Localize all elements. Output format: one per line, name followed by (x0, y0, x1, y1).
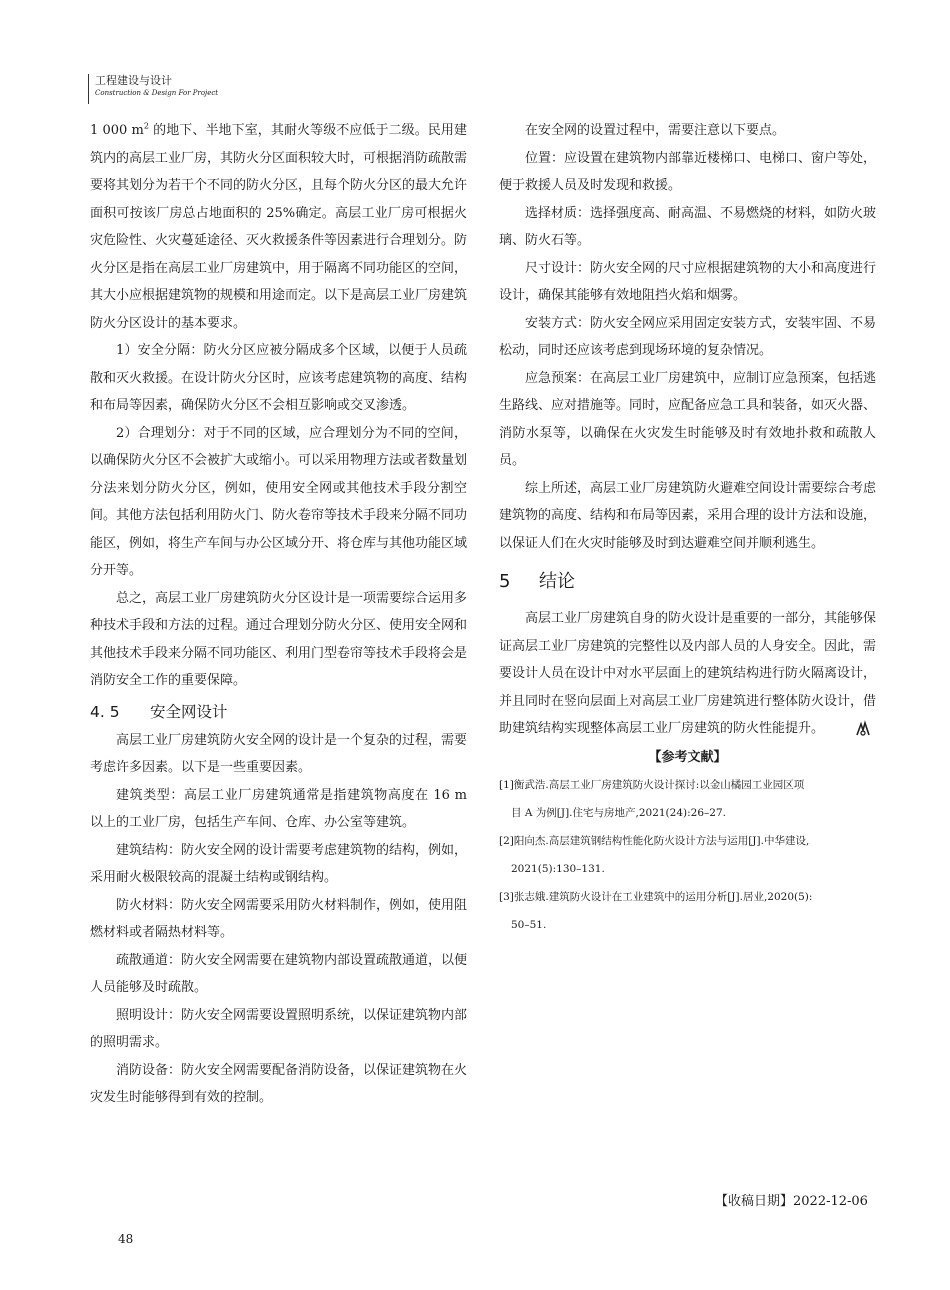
paragraph: 建筑类型：高层工业厂房建筑通常是指建筑物高度在 16 m 以上的工业厂房，包括生产车间、仓库、办公室等建筑。 (90, 787, 467, 830)
paragraph: 2）合理划分：对于不同的区域，应合理划分为不同的空间，以确保防火分区不会被扩大或缩小。可以采用物理方法或者数量划分法来划分防火分区，例如，使用安全网或其他技术手段分割空间。其他方法包括利用防火门、防火卷帘等技术手段来分隔不同功能区，例如，将生产车间与办公区域分开、将仓库与其他功能区域分开等。 (90, 425, 468, 578)
reference-line: 目 A 为例[J].住宅与房地产,2021(24):26–27. (511, 806, 726, 819)
paragraph: 照明设计：防火安全网需要设置照明系统，以保证建筑物内部的照明需求。 (90, 1007, 468, 1050)
reference-line: 2021(5):130–131. (511, 862, 605, 875)
paragraph (90, 117, 467, 337)
section-number: 4. 5 (90, 702, 120, 721)
paragraph: 尺寸设计：防火安全网的尺寸应根据建筑物的大小和高度进行设计，确保其能够有效地阻挡火焰和烟雾。 (499, 260, 877, 303)
paragraph: 消防设备：防火安全网需要配备消防设备，以保证建筑物在火灾发生时能够得到有效的控制。 (90, 1062, 468, 1105)
left-column (90, 117, 467, 1112)
section-title: 安全网设计 (150, 702, 228, 721)
paragraph: 选择材质：选择强度高、耐高温、不易燃烧的材料，如防火玻璃、防火石等。 (499, 205, 877, 248)
text-fragment: 高层工业厂房建筑自身的防火设计是重要的一部分，其能够保证高层工业厂房建筑的完整性以及内部人员的人身安全。因此，需要设计人员在设计中对水平层面上的建筑结构进行防火隔离设计，并且同时在竖向层面上对高层工业厂房建筑进行整体防火设计，借助建筑结构实现整体高层工业厂房建筑的防火性能提升。 (499, 611, 877, 736)
paragraph: 疏散通道：防火安全网需要在建筑物内部设置疏散通道，以便人员能够及时疏散。 (90, 952, 468, 995)
section-number: 5 (499, 571, 511, 592)
text-fragment: 的地下、半地下室，其耐火等级不应低于二级。民用建筑内的高层工业厂房，其防火分区面积较大时，可根据消防疏散需要将其划分为若干个不同的防火分区，且每个防火分区的最大允许面积可按该厂房总占地面积的 25%确定。高层工业厂房可根据火灾危险性、火灾蔓延途径、灭火救援条件等因素进行合理划分。防火分区是指在高层工业厂房建筑中，用于隔离不同功能区的空间，其大小应根据建筑物的规模和用途而定。以下是高层工业厂房建筑防火分区设计的基本要求。 (90, 123, 468, 331)
reference-line: [2]阳向杰.高层建筑钢结构性能化防火设计方法与运用[J].中华建设, (499, 834, 810, 847)
reference-line: [3]张志娥.建筑防火设计在工业建筑中的运用分析[J].居业,2020(5): (499, 890, 813, 903)
journal-title-cn: 工程建设与设计 (95, 74, 172, 87)
journal-title-en: Construction & Design For Project (95, 89, 219, 97)
paragraph: 在安全网的设置过程中，需要注意以下要点。 (525, 123, 786, 138)
paragraph (499, 605, 876, 743)
paragraph: 高层工业厂房建筑防火安全网的设计是一个复杂的过程，需要考虑许多因素。以下是一些重要因素。 (90, 732, 468, 775)
section-heading-5 (499, 565, 876, 599)
reference-line: [1]衡武浩.高层工业厂房建筑防火设计探讨:以金山橘园工业园区项 (499, 778, 805, 791)
journal-header (88, 74, 218, 104)
end-mark-icon (828, 720, 846, 738)
paragraph: 综上所述，高层工业厂房建筑防火避难空间设计需要综合考虑建筑物的高度、结构和布局等因素，采用合理的设计方法和设施，以保证人们在火灾时能够及时到达避难空间并顺利逃生。 (499, 480, 877, 551)
received-date: 【收稿日期】2022-12-06 (715, 1194, 868, 1209)
right-column (499, 117, 876, 939)
paragraph: 应急预案：在高层工业厂房建筑中，应制订应急预案，包括逃生路线、应对措施等。同时，应配备应急工具和装备，如灭火器、消防水泵等，以确保在火灾发生时能够及时有效地扑救和疏散人员。 (499, 370, 877, 468)
reference-item (499, 771, 876, 827)
section-heading-4-5 (90, 697, 467, 727)
section-title: 结论 (539, 571, 575, 592)
paragraph: 防火材料：防火安全网需要采用防火材料制作，例如，使用阻燃材料或者隔热材料等。 (90, 897, 468, 940)
reference-item (499, 883, 876, 939)
paragraph: 位置：应设置在建筑物内部靠近楼梯口、电梯口、窗户等处，便于救援人员及时发现和救援。 (499, 150, 877, 193)
paragraph: 1）安全分隔：防火分区应被分隔成多个区域，以便于人员疏散和灭火救援。在设计防火分区时，应该考虑建筑物的高度、结构和布局等因素，确保防火分区不会相互影响或交叉渗透。 (90, 343, 468, 413)
superscript: 2 (143, 121, 149, 131)
page-number: 48 (118, 1232, 134, 1246)
text-fragment: 1 000 m (90, 123, 144, 138)
paragraph: 安装方式：防火安全网应采用固定安装方式，安装牢固、不易松动，同时还应该考虑到现场环境的复杂情况。 (499, 315, 877, 358)
paragraph: 建筑结构：防火安全网的设计需要考虑建筑物的结构，例如，采用耐火极限较高的混凝土结构或钢结构。 (90, 842, 468, 885)
reference-line: 50–51. (511, 918, 547, 931)
paragraph: 总之，高层工业厂房建筑防火分区设计是一项需要综合运用多种技术手段和方法的过程。通过合理划分防火分区、使用安全网和其他技术手段来分隔不同功能区、利用门型卷帘等技术手段将会是消防安全工作的重要保障。 (90, 590, 468, 688)
references-title: 【参考文献】 (648, 749, 727, 765)
reference-item (499, 827, 876, 883)
